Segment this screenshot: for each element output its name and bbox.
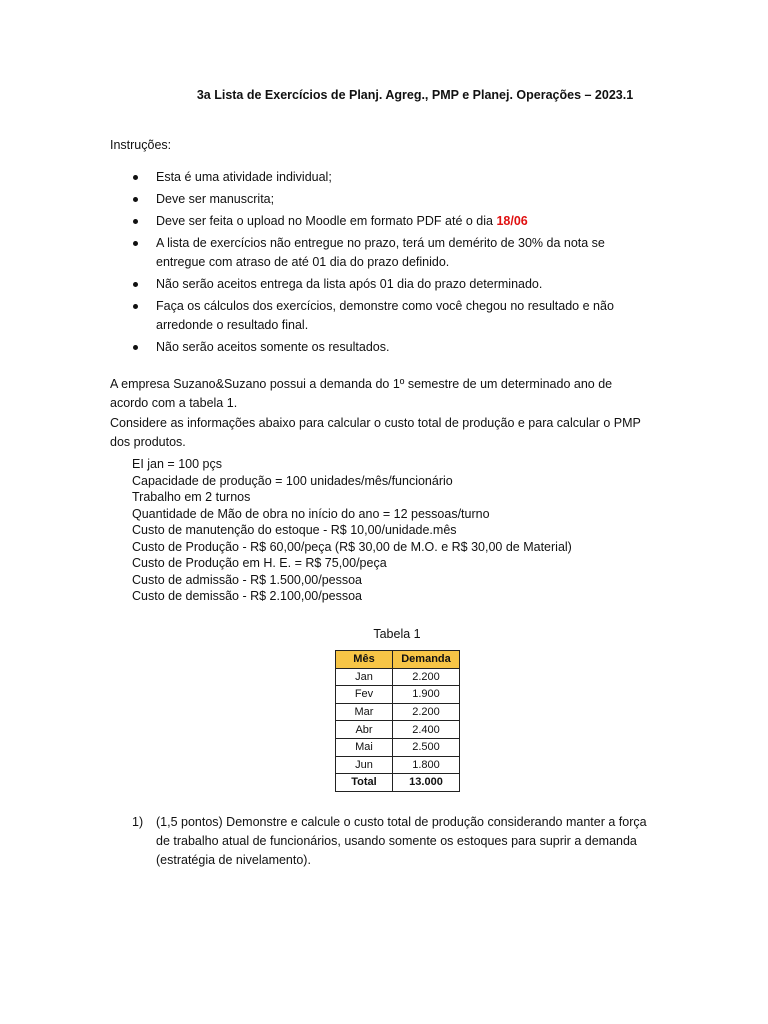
question-1	[132, 813, 652, 870]
info-list	[132, 456, 572, 605]
bullet-icon	[133, 197, 138, 202]
instruction-item	[110, 275, 650, 294]
info-line: Custo de Produção em H. E. = R$ 75,00/peça	[132, 556, 387, 570]
info-line: Trabalho em 2 turnos	[132, 490, 251, 504]
consider-paragraph: Considere as informações abaixo para calcular o custo total de produção e para calcular o PMP dos produtos.	[110, 416, 641, 449]
instruction-item	[110, 338, 650, 357]
instruction-text: Deve ser manuscrita;	[156, 192, 275, 206]
instruction-item	[110, 212, 650, 231]
instruction-item	[110, 234, 650, 272]
instructions-list	[110, 168, 650, 360]
demand-table	[335, 650, 460, 792]
month-cell: Abr	[336, 721, 393, 739]
info-line: Custo de Produção - R$ 60,00/peça (R$ 30,00 de M.O. e R$ 30,00 de Material)	[132, 539, 572, 554]
question-number: 1)	[132, 815, 144, 829]
demand-cell: 2.200	[393, 668, 460, 686]
header-demand: Demanda	[393, 651, 460, 669]
instruction-item	[110, 190, 650, 209]
month-cell: Fev	[336, 686, 393, 704]
table-header-row	[336, 651, 460, 669]
info-line: Quantidade de Mão de obra no início do ano = 12 pessoas/turno	[132, 506, 490, 521]
instruction-item	[110, 297, 650, 335]
intro-paragraph: A empresa Suzano&Suzano possui a demanda do 1º semestre de um determinado ano de acordo com a tabela 1.	[110, 377, 613, 410]
info-line: Custo de demissão - R$ 2.100,00/pessoa	[132, 589, 362, 603]
instruction-text: Não serão aceitos somente os resultados.	[156, 340, 390, 354]
table-row	[336, 668, 460, 686]
demand-cell: 2.400	[393, 721, 460, 739]
instruction-text: Esta é uma atividade individual;	[156, 170, 332, 184]
month-cell: Mar	[336, 703, 393, 721]
month-cell: Mai	[336, 738, 393, 756]
info-line: EI jan = 100 pçs	[132, 457, 222, 471]
instructions-heading: Instruções:	[110, 138, 172, 152]
instruction-text: Deve ser feita o upload no Moodle em formato PDF até o dia	[156, 214, 497, 228]
instruction-text: Não serão aceitos entrega da lista após 01 dia do prazo determinado.	[156, 277, 543, 291]
table-row	[336, 703, 460, 721]
instruction-item	[110, 168, 650, 187]
table-row	[336, 721, 460, 739]
bullet-icon	[133, 304, 138, 309]
demand-cell: 1.900	[393, 686, 460, 704]
bullet-icon	[133, 282, 138, 287]
table-caption: Tabela 1	[373, 627, 421, 641]
instruction-text: A lista de exercícios não entregue no prazo, terá um demérito de 30% da nota se entregue com atraso de até 01 dia do prazo definido.	[156, 236, 605, 269]
table-row	[336, 738, 460, 756]
info-line: Custo de manutenção do estoque - R$ 10,00/unidade.mês	[132, 523, 457, 537]
demand-cell: 1.800	[393, 756, 460, 774]
bullet-icon	[133, 345, 138, 350]
info-line: Custo de admissão - R$ 1.500,00/pessoa	[132, 572, 362, 587]
header-month: Mês	[336, 651, 393, 669]
table-total-row	[336, 774, 460, 792]
demand-cell: 2.200	[393, 703, 460, 721]
demand-cell: 2.500	[393, 738, 460, 756]
deadline-date: 18/06	[496, 214, 528, 228]
document-title: 3a Lista de Exercícios de Planj. Agreg., PMP e Planej. Operações – 2023.1	[196, 88, 634, 102]
month-cell: Jun	[336, 756, 393, 774]
bullet-icon	[133, 219, 138, 224]
instruction-text: Faça os cálculos dos exercícios, demonstre como você chegou no resultado e não arredonde o resultado final.	[156, 299, 614, 332]
table-row	[336, 686, 460, 704]
total-label: Total	[336, 774, 393, 792]
month-cell: Jan	[336, 668, 393, 686]
bullet-icon	[133, 241, 138, 246]
info-line: Capacidade de produção = 100 unidades/mês/funcionário	[132, 473, 453, 488]
table-row	[336, 756, 460, 774]
bullet-icon	[133, 175, 138, 180]
total-value: 13.000	[393, 774, 460, 792]
question-text: (1,5 pontos) Demonstre e calcule o custo total de produção considerando manter a força de trabalho atual de funcionários, usando somente os estoques para suprir a demanda (estratégia de nivelamento).	[156, 815, 647, 867]
